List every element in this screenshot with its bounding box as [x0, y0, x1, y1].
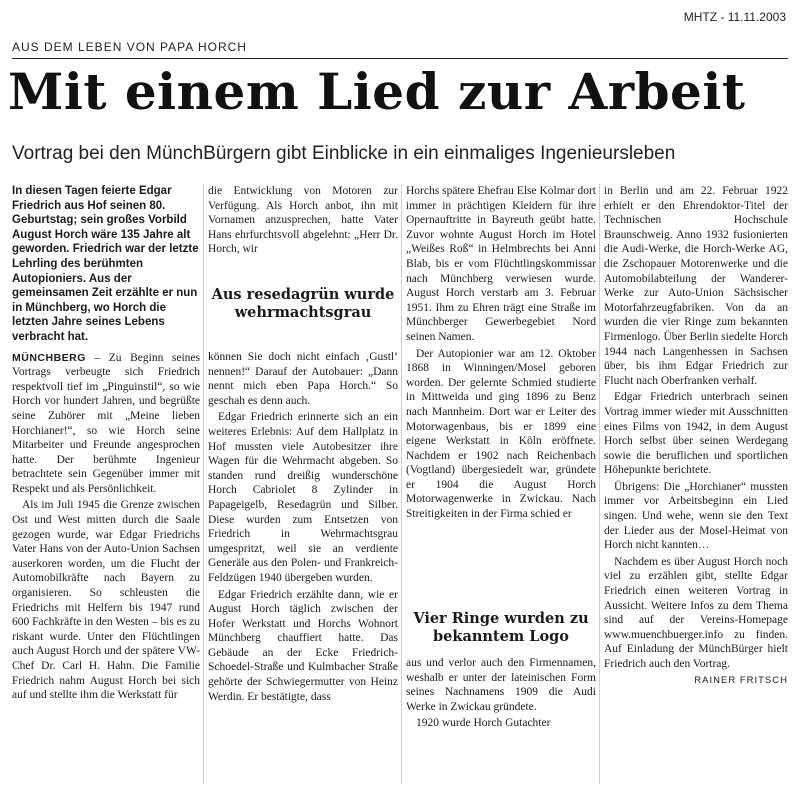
column-1 — [12, 184, 200, 705]
paragraph: aus und verlor auch den Firmennamen, weshalb er unter der lateinischen Form seines Nachnamens 1909 die Audi Werke in Zwickau gründete. — [406, 657, 596, 713]
paragraph: Nachdem es über August Horch noch viel zu erzählen gibt, stellte Edgar Friedrich einen weiteren Vortrag in Aussicht. Weitere Infos zu dem Thema sind auf der Vereins-Homepage www.muenchbuerger.info zu finden. Auf Einladung der MünchBürger hielt Friedrich auch den Vortrag. — [604, 555, 788, 670]
subheadline: Vortrag bei den MünchBürgern gibt Einblicke in ein einmaliges Ingenieursleben — [12, 143, 676, 164]
paragraph: Der Autopionier war am 12. Oktober 1868 in Winningen/Mosel geboren worden. Der gelernte Schmied studierte in Mittweida und ging 1896 zu Benz nach Mannheim. Dort war er Leiter des Motorwagenbaus, bis er 1899 eine eigene Werkstatt in Köln eröffnete. Nachdem er 1902 nach Reichenbach (Vogtland) übergesiedelt war, gründete er 1904 die August Horch Motorwagenwerke in Zwickau. Nach Streitigkeiten in der Firma schied er — [406, 347, 596, 521]
author-byline: RAINER FRITSCH — [694, 674, 788, 686]
paragraph — [12, 351, 200, 497]
source-date-stamp: MHTZ - 11.11.2003 — [683, 10, 786, 24]
column-2-body — [208, 350, 398, 706]
paragraph: können Sie doch nicht einfach ‚Gustl‘ nennen!“ Darauf der Autobauer: „Dann nennt mich eben Papa Horch.“ So geschah es denn auch. — [208, 351, 398, 407]
kicker: AUS DEM LEBEN VON PAPA HORCH — [12, 40, 247, 54]
paragraph: Edgar Friedrich erzählte dann, wie er August Horch täglich zwischen der Hofer Werkstatt und Horchs Wohnort Münchberg chauffiert hatte. Das Gebäude an der Ecke Friedrich-Schoedel-Straße und Kulmbacher Straße gehörte der Schwiegermutter von Heinz Werdin. Er bestätigte, dass — [208, 588, 398, 703]
column-2-top — [208, 184, 398, 259]
column-divider — [401, 184, 402, 784]
paragraph: 1920 wurde Horch Gutachter — [416, 717, 551, 730]
top-rule — [12, 58, 788, 59]
column-divider — [599, 184, 600, 784]
paragraph: Edgar Friedrich unterbrach seinen Vortrag immer wieder mit Ausschnitten eines Films von 1942, in dem August Horch selbst über seinen Werdegang sowie die beruflichen und sportlichen Höhepunkte berichtete. — [604, 391, 788, 477]
subhead-resedagruen: Aus resedagrün wurde wehrmachtsgrau — [211, 286, 395, 321]
subhead-vier-ringe: Vier Ringe wurden zu bekanntem Logo — [413, 610, 589, 645]
column-3-body — [406, 656, 596, 733]
lead-paragraph: In diesen Tagen feierte Edgar Friedrich aus Hof seinen 80. Geburtstag; sein großes Vorbild August Horch wäre 135 Jahre alt geworden. Friedrich war der letzte Lehrling des berühmten Autopioniers. Aus der gemeinsamen Zeit erzählte er nun in Münchberg, wo Horch die letzten Jahre seines Lebens verbracht hat. — [12, 185, 199, 343]
column-divider — [203, 184, 204, 784]
paragraph-text: – Zu Beginn seines Vortrags verbeugte sich Friedrich respektvoll tief im „Pinguinstil“, so wie Horch vor hundert Jahren, und begrüßte seine Zuhörer mit „Meine lieben Horchianer!“, so wie Horch seine Mitarbeiter und Freunde angesprochen hatte. Der berühmte Ingenieur betrachtete sein Gegenüber immer mit Respekt und als Persönlichkeit. — [12, 351, 200, 495]
paragraph: Horchs spätere Ehefrau Else Kolmar dort immer in prächtigen Kleidern für ihre Opernauftritte in Bayreuth geübt hatte. Zuvor wohnte August Horch im Hotel „Weißes Roß“ in Helmbrechts bei Anni Blab, bis er vom Flüchtlingskommissar nach Münchberg verwiesen wurde. August Horch verstarb am 3. Februar 1951. Ihm zu Ehren trägt eine Straße im Münchberger Gewerbegebiet Nord seinen Namen. — [406, 185, 596, 343]
headline: Mit einem Lied zur Arbeit — [8, 62, 746, 121]
column-3-top — [406, 184, 596, 524]
column-4 — [604, 184, 788, 688]
paragraph: in Berlin und am 22. Februar 1922 erhielt er den Ehrendoktor-Titel der Technischen Hochschule Braunschweig. Anno 1932 fusionierten die Audi-Werke, die Horch-Werke AG, die Zschopauer Motorenwerke und die Automobilabteilung der Wanderer-Werke zur Auto-Union Sächsischer Motorfahrzeugfabriken. Von da an wurden die vier Ringe zum bekannten Firmenlogo. Über Berlin siedelte Horch 1944 nach Langenhessen in Sachsen über, bis ihm Edgar Friedrich zur Flucht nach Oberfranken verhalf. — [604, 185, 788, 387]
paragraph: Edgar Friedrich erinnerte sich an ein weiteres Erlebnis: Auf dem Hallplatz in Hof mussten viele Autobesitzer ihre Wagen für die Wehrmacht abgeben. So standen rund dreißig wunderschöne Horch Cabriolet 8 Zylinder in Papageigelb, Resedagrün und Silber. Diese wurden zum Entsetzen von Friedrich in Wehrmachtsgrau umgespritzt, weil sie an verdiente Generäle aus den Polen- und Frankreich-Feldzügen 1940 übergeben wurden. — [208, 411, 398, 584]
dateline: MÜNCHBERG — [12, 351, 86, 364]
paragraph: Als im Juli 1945 die Grenze zwischen Ost und West mitten durch die Saale gezogen wurde, war Edgar Friedrichs Vater Hans von der Auto-Union Sachsen auserkoren worden, um die Flucht der Automobilkräfte nach Bayern zu organisieren. So schleusten die Friedrichs mit Helfern bis 1947 rund 600 Fachkräfte in den Westen – bis es zu riskant wurde. Unter den Flüchtlingen auch August Horch und der spätere VW-Chef Dr. Carl H. Hahn. Die Familie Friedrich nahm August Horch bei sich auf und stellte ihm die Werkstatt für — [12, 499, 200, 702]
paragraph: Übrigens: Die „Horchianer“ mussten immer vor Arbeitsbeginn ein Lied singen. Und wehe, wenn sie den Text der Lieder aus der Mosel-Heimat von Horch nicht kannten… — [604, 480, 788, 552]
paragraph: die Entwicklung von Motoren zur Verfügung. Als Horch anbot, ihn mit Vornamen anzusprechen, hatte Vater Hans ehrfurchtsvoll abgelehnt: „Herr Dr. Horch, wir — [208, 185, 398, 256]
